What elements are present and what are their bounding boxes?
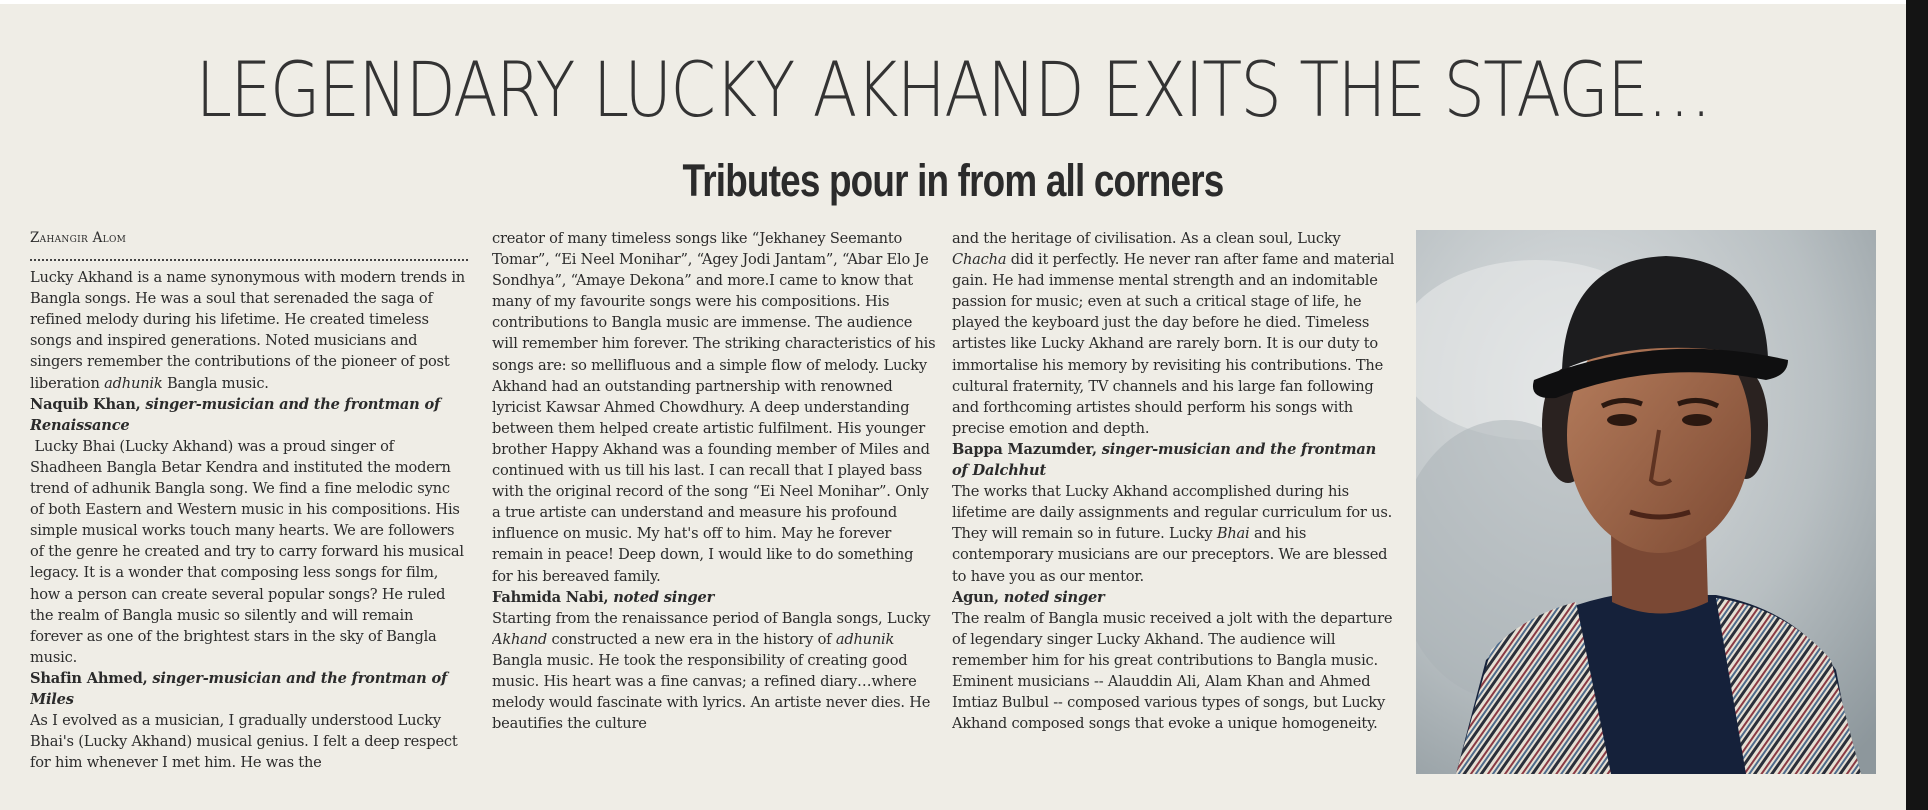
- intro-paragraph: Lucky Akhand is a name synonymous with modern trends in Bangla songs. He was a soul that serenaded the saga of refined melody during his lifetime. He created timeless songs and inspired generations. Noted musicians and singers remember the contributions of the pioneer of post liberation adhunik Bangla music.: [30, 269, 466, 392]
- quote-bappa-mazumder: The works that Lucky Akhand accomplished during his lifetime are daily assignments and regular curriculum for us. They will remain so in future. Lucky Bhai and his contemporary musicians are our preceptors. We are blessed to have you as our mentor.: [952, 483, 1393, 585]
- speaker-shafin-ahmed: Shafin Ahmed, singer-musician and the frontman of Miles: [30, 669, 448, 708]
- speaker-naquib-khan: Naquib Khan, singer-musician and the frontman of Renaissance: [30, 395, 441, 434]
- article-column-2: [492, 228, 938, 780]
- page-top-edge: [0, 0, 1906, 4]
- quote-fahmida-nabi-start: Starting from the renaissance period of Bangla songs, Lucky Akhand constructed a new era in the history of adhunik Bangla music. He took the responsibility of creating good music. His heart was a fine canvas; a refined diary…where melody would fascinate with lyrics. An artiste never dies. He beautifies the culture: [492, 609, 931, 733]
- article-column-3: [952, 228, 1396, 780]
- speaker-bappa-mazumder: Bappa Mazumder, singer-musician and the frontman of Dalchhut: [952, 440, 1376, 480]
- page-gutter: [1906, 0, 1928, 810]
- headline: LEGENDARY LUCKY AKHAND EXITS THE STAGE…: [195, 45, 1711, 134]
- quote-fahmida-nabi-cont: and the heritage of civilisation. As a clean soul, Lucky Chacha did it perfectly. He never ran after fame and material gain. He had immense mental strength and an indomitable passion for music; even at such a critical stage of life, he played the keyboard just the day before he died. Timeless artistes like Lucky Akhand are rarely born. It is our duty to immortalise his memory by revisiting his contributions. The cultural fraternity, TV channels and his large fan following and forthcoming artistes should perform his songs with precise emotion and depth.: [952, 230, 1395, 437]
- speaker-agun: Agun, noted singer: [952, 588, 1105, 606]
- speaker-fahmida-nabi: Fahmida Nabi, noted singer: [492, 588, 715, 606]
- portrait-illustration: [1416, 230, 1876, 774]
- quote-shafin-ahmed-start: As I evolved as a musician, I gradually understood Lucky Bhai's (Lucky Akhand) musical genius. I felt a deep respect for him whenever I met him. He was the: [30, 712, 458, 772]
- portrait-photo: [1416, 230, 1876, 774]
- article-column-1: [30, 228, 468, 780]
- byline: Zahangir Alom: [30, 230, 127, 246]
- quote-shafin-ahmed-cont: creator of many timeless songs like “Jekhaney Seemanto Tomar”, “Ei Neel Monihar”, “Agey Jodi Jantam”, “Abar Elo Je Sondhya”, “Amaye Dekona” and more.I came to know that many of my favourite songs were his compositions. His contributions to Bangla music are immense. The audience will remember him forever. The striking characteristics of his songs are: so mellifluous and a simple flow of melody. Lucky Akhand had an outstanding partnership with renowned lyricist Kawsar Ahmed Chowdhury. A deep understanding between them helped create artistic fulfilment. His younger brother Happy Akhand was a founding member of Miles and continued with us till his last. I can recall that I played bass with the original record of the song “Ei Neel Monihar”. Only a true artiste can understand and measure his profound influence on music. My hat's off to him. May he forever remain in peace! Deep down, I would like to do something for his bereaved family.: [492, 230, 936, 585]
- subheadline: Tributes pour in from all corners: [682, 155, 1224, 206]
- byline-divider: [30, 259, 468, 261]
- quote-agun: The realm of Bangla music received a jolt with the departure of legendary singer Lucky Akhand. The audience will remember him for his great contributions to Bangla music. Eminent musicians -- Alauddin Ali, Alam Khan and Ahmed Imtiaz Bulbul -- composed various types of songs, but Lucky Akhand composed songs that evoke a unique homogeneity.: [952, 609, 1393, 733]
- quote-naquib-khan: Lucky Bhai (Lucky Akhand) was a proud singer of Shadheen Bangla Betar Kendra and instituted the modern trend of adhunik Bangla song. We find a fine melodic sync of both Eastern and Western music in his compositions. His simple musical works touch many hearts. We are followers of the genre he created and try to carry forward his musical legacy. It is a wonder that composing less songs for film, how a person can create several popular songs? He ruled the realm of Bangla music so silently and will remain forever as one of the brightest stars in the sky of Bangla music.: [30, 437, 464, 666]
